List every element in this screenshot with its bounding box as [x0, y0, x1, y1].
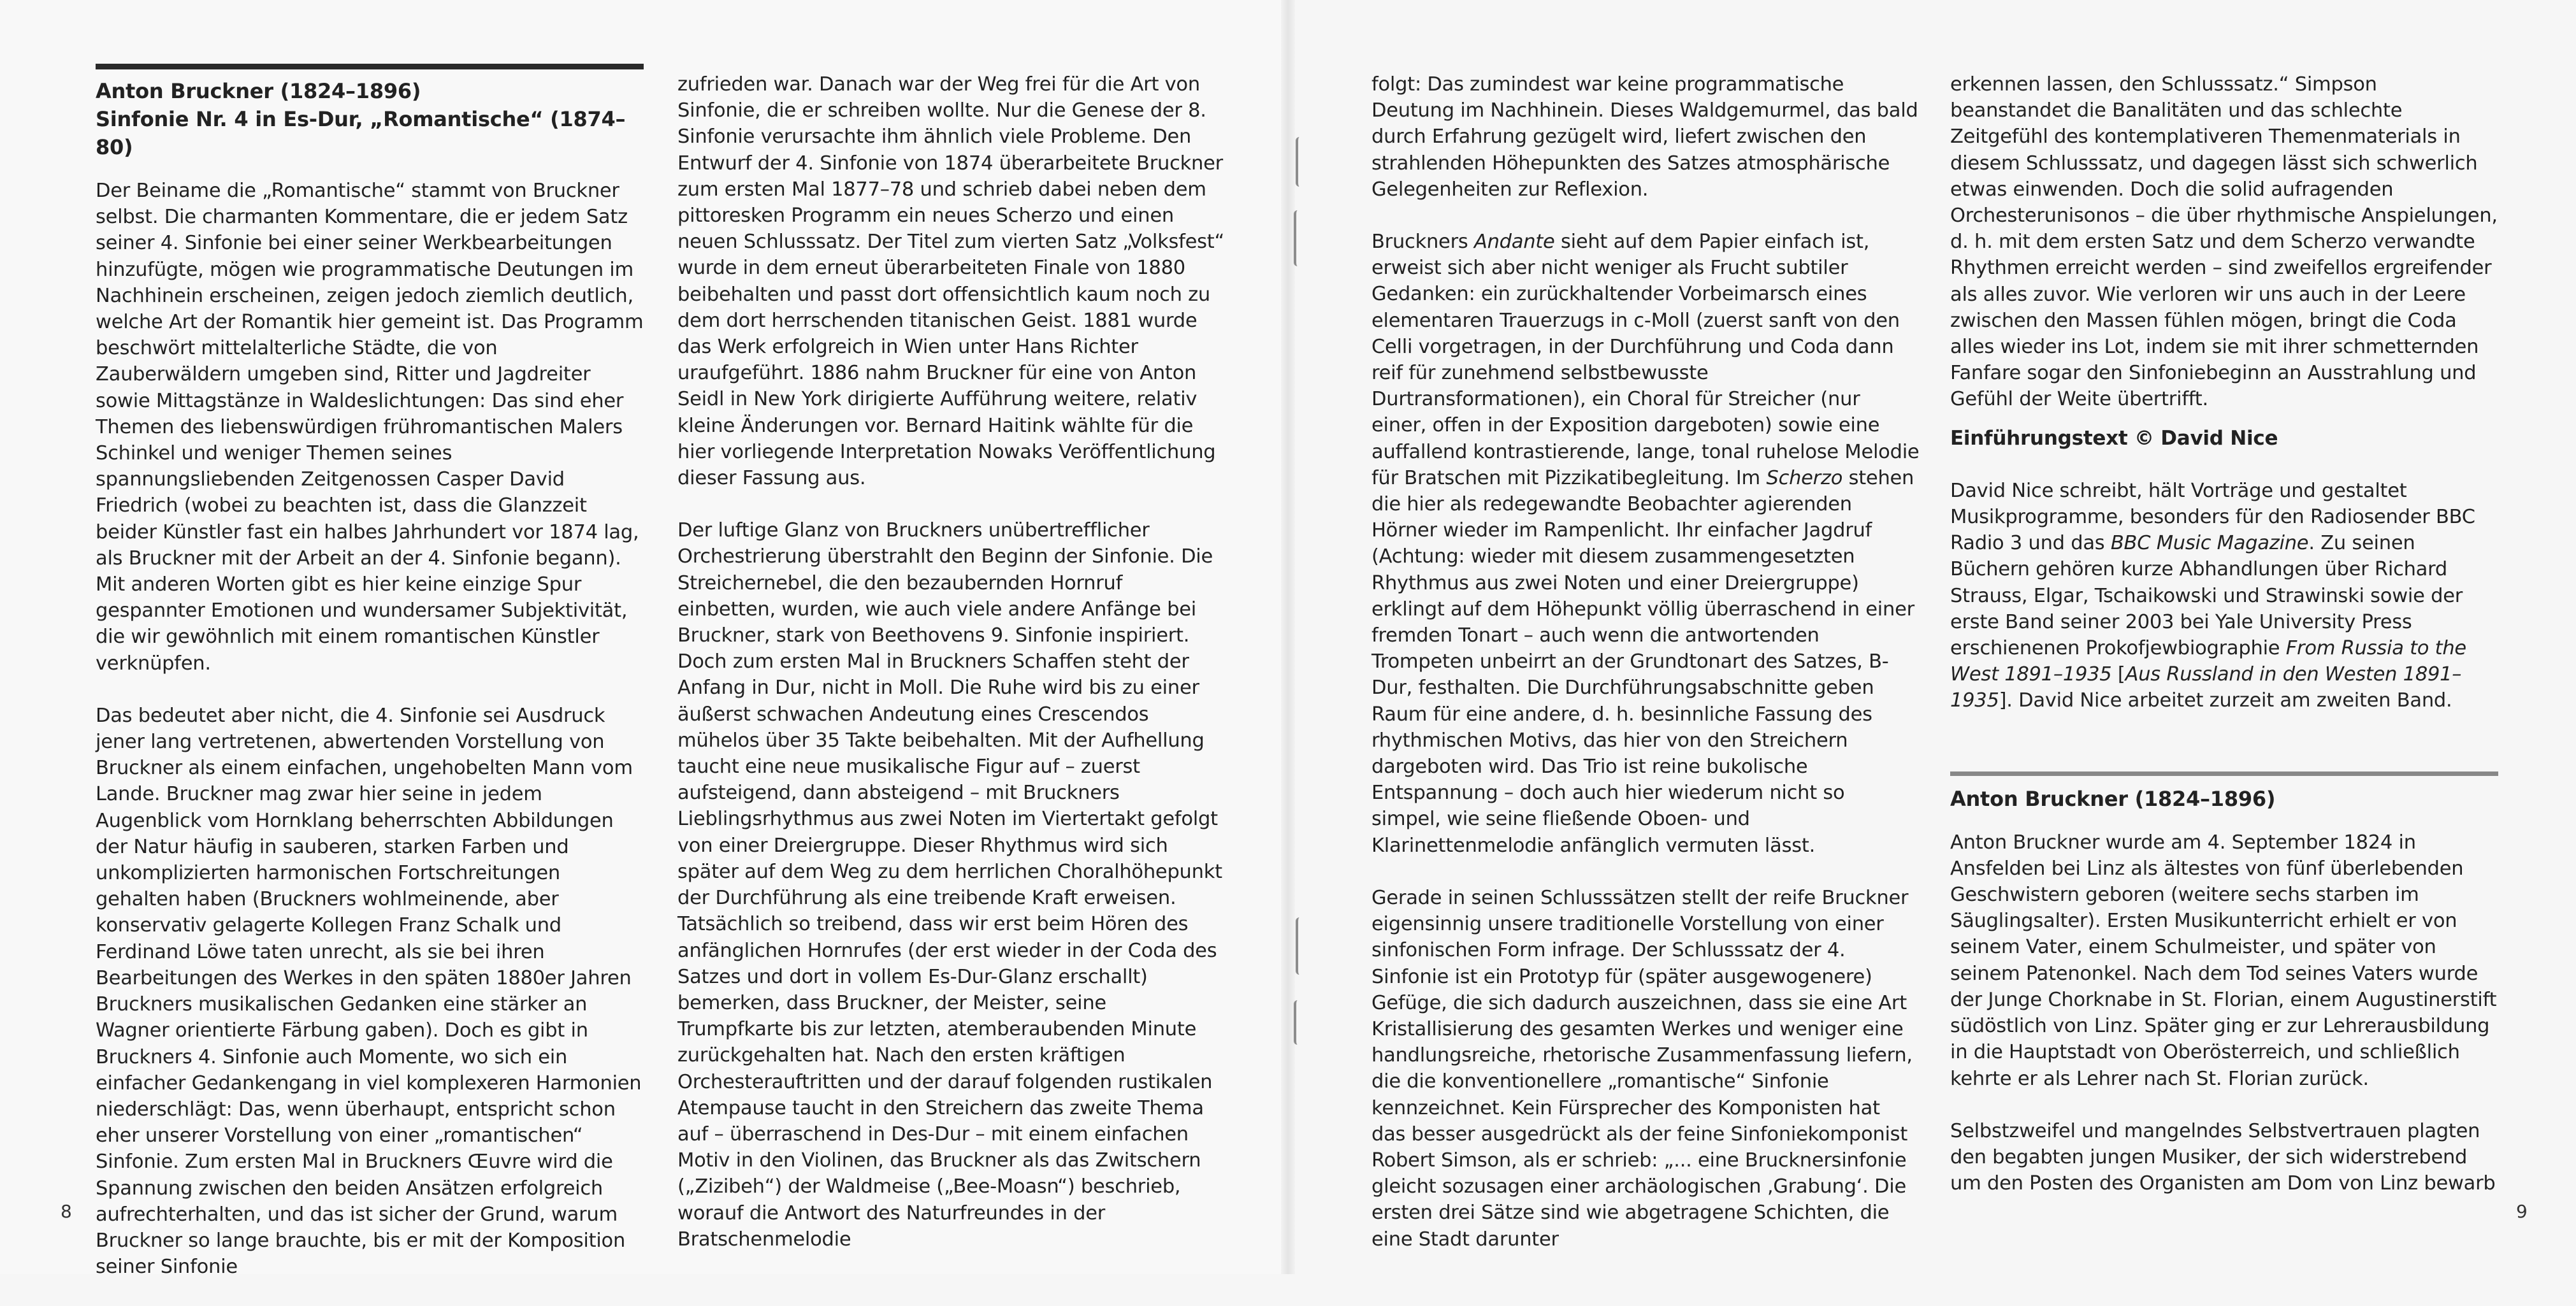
text-run: sieht auf dem Papier einfach ist, erweist sich aber nicht weniger als Frucht subtiler Gedanken: ein zurückhaltender Vorbeimarsch eines elementaren Trauerzugs in c-Moll (zuerst sanft von den Celli vorgetragen, in der Durchführung und Coda dann reif für zunehmend selbstbewusste Durtransformationen), ein Choral für Streicher (nur einer, offen in der Exposition dargeboten) sowie eine auffallend kontrastierende, lange, tonal ruhelose Melodie für Bratschen mit Pizzikatibegleitung. Im	[1371, 231, 1920, 489]
staple-top	[1296, 137, 1305, 187]
staple-top-lower	[1294, 210, 1303, 266]
heading-rule	[96, 64, 644, 69]
paragraph: zufrieden war. Danach war der Weg frei für die Art von Sinfonie, die er schreiben wollte. Nur die Genese der 8. Sinfonie verursachte ihm ähnlich viele Probleme. Den Entwurf der 4. Sinfonie von 1874 überarbeitete Bruckner zum ersten Mal 1877–78 und schrieb dabei neben dem pittoresken Programm ein neues Scherzo und einen neuen Schlusssatz. Der Titel zum vierten Satz „Volksfest“ wurde in dem erneut überarbeiteten Finale von 1880 beibehalten und passt dort offensichtlich kaum noch zu dem dort herrschenden titanischen Geist. 1881 wurde das Werk erfolgreich in Wien unter Hans Richter uraufgeführt. 1886 nahm Bruckner für eine von Anton Seidl in New York dirigierte Aufführung weitere, relativ kleine Änderungen vor. Bernard Haitink wählte für die hier vorliegende Interpretation Nowaks Veröffentlichung dieser Fassung aus.	[677, 73, 1225, 490]
article-title: Anton Bruckner (1824–1896)	[96, 79, 421, 103]
paragraph: Der luftige Glanz von Bruckners unübertrefflicher Orchestrierung überstrahlt den Beginn der Sinfonie. Die Streichernebel, die den bezaubernden Hornruf einbetten, wurden, wie auch viele andere Anfänge bei Bruckner, stark von Beethovens 9. Sinfonie inspiriert. Doch zum ersten Mal in Bruckners Schaffen steht der Anfang in Dur, nicht in Moll. Die Ruhe wird bis zu einer äußerst schwachen Andeutung eines Crescendos mühelos über 35 Takte beibehalten. Mit der Aufhellung taucht eine neue musikalische Figur auf – zuerst aufsteigend, dann absteigend – mit Bruckners Lieblingsrhythmus aus zwei Noten im Viertertakt gefolgt von einer Dreiergruppe. Dieser Rhythmus wird sich später auf dem Weg zu dem herrlichen Choralhöhepunkt der Durchführung als eine treibende Kraft erweisen. Tatsächlich so treibend, dass wir erst beim Hören des anfänglichen Hornrufes (der erst wieder in der Coda des Satzes und dort in vollem Es-Dur-Glanz erschallt) bemerken, dass Bruckner, der Meister, seine Trumpfkarte bis zur letzten, atemberaubenden Minute zurückgehalten hat. Nach den ersten kräftigen Orchesterauftritten und der darauf folgenden rustikalen Atempause taucht in den Streichern das zweite Thema auf – überraschend in Des-Dur – mit einem einfachen Motiv in den Violinen, das Bruckner als das Zwitschern („Zizibeh“) der Waldmeise („Bee-Moasn“) beschrieb, worauf die Antwort des Naturfreundes in der Bratschenmelodie	[677, 519, 1222, 1251]
text-run: . Zu seinen Büchern gehören kurze Abhandlungen über Richard Strauss, Elgar, Tschaikowski und Strawinski sowie der erste Band seiner 2003 bei Yale University Press erschienenen Prokofjewbiographie	[1950, 532, 2463, 660]
italic-title: From Russia to the West 1891–1935	[1950, 637, 2466, 686]
page-number-right: 9	[2516, 1201, 2528, 1222]
paragraph	[1371, 229, 1920, 859]
column-4	[1950, 71, 2498, 1223]
credit-heading: Einführungstext © David Nice	[1950, 426, 2278, 450]
paragraph: Der Beiname die „Romantische“ stammt von Bruckner selbst. Die charmanten Kommentare, die er jedem Satz seiner 4. Sinfonie bei einer seiner Werkbearbeitungen hinzufügte, mögen wie programmatische Deutungen im Nachhinein erscheinen, zeigen jedoch ziemlich deutlich, welche Art der Romantik hier gemeint ist. Das Programm beschwört mittelalterliche Städte, die von Zauberwäldern umgeben sind, Ritter und Jagdreiter sowie Mittagstänze in Waldeslichtungen: Das sind eher Themen des liebenswürdigen frühromantischen Malers Schinkel und weniger Themen seines spannungsliebenden Zeitgenossen Casper David Friedrich (wobei zu beachten ist, dass die Glanzzeit beider Künstler fast ein halbes Jahrhundert vor 1874 lag, als Bruckner mit der Arbeit an der 4. Sinfonie begann). Mit anderen Worten gibt es hier keine einzige Spur gespannter Emotionen und wundersamer Subjektivität, die wir gewöhnlich mit einem romantischen Künstler verknüpfen.	[96, 180, 644, 675]
paragraph: erkennen lassen, den Schlusssatz.“ Simpson beanstandet die Banalitäten und das schlechte Zeitgefühl des kontemplativeren Themenmaterials in diesem Schlusssatz, und dagegen lässt sich schwerlich etwas einwenden. Doch die solid aufragenden Orchesterunisonos – die über rhythmische Anspielungen, d. h. mit dem ersten Satz und dem Scherzo verwandte Rhythmen erreicht werden – sind zweifellos ergreifender als alles zuvor. Wie verloren wir uns auch in der Leere zwischen den Massen fühlen mögen, bringt die Coda alles wieder ins Lot, indem sie mit ihrer schmetternden Fanfare sogar den Sinfoniebeginn an Ausstrahlung und Gefühl der Weite übertrifft.	[1950, 73, 2498, 411]
text-run: [	[2111, 663, 2125, 686]
text-run: David Nice schreibt, hält Vorträge und gestaltet Musikprogramme, besonders für den Radiosender BBC Radio 3 und das	[1950, 479, 2475, 555]
column-2	[677, 71, 1226, 1279]
italic-term-scherzo: Scherzo	[1766, 466, 1843, 489]
paragraph: Das bedeutet aber nicht, die 4. Sinfonie sei Ausdruck jener lang vertretenen, abwertenden Vorstellung von Bruckner als einem einfachen, ungehobelten Mann vom Lande. Bruckner mag zwar hier seine in jedem Augenblick vom Hornklang beherrschten Abbildungen der Natur häufig in sauberen, starken Farben und unkomplizierten harmonischen Fortschreitungen gehalten haben (Bruckners wohlmeinende, aber konservativ gelagerte Kollegen Franz Schalk und Ferdinand Löwe taten unrecht, als sie bei ihren Bearbeitungen des Werkes in den späten 1880er Jahren Bruckners musikalischen Gedanken eine stärker an Wagner orientierte Färbung gaben). Doch es gibt in Bruckners 4. Sinfonie auch Momente, wo sich ein einfacher Gedankengang in viel komplexeren Harmonien niederschlägt: Das, wenn überhaupt, entspricht schon eher unserer Vorstellung von einer „romantischen“ Sinfonie. Zum ersten Mal in Bruckners Œuvre wird die Spannung zwischen den beiden Ansätzen erfolgreich aufrechterhalten, und das ist sicher der Grund, warum Bruckner so lange brauchte, bis er mit der Komposition seiner Sinfonie	[96, 704, 642, 1279]
text-run: ]. David Nice arbeitet zurzeit am zweiten Band.	[1999, 689, 2452, 712]
staple-bottom-lower	[1294, 1000, 1303, 1045]
credit-paragraph	[1950, 478, 2498, 714]
bio-heading: Anton Bruckner (1824–1896)	[1950, 786, 2276, 811]
paragraph: Gerade in seinen Schlusssätzen stellt der reife Bruckner eigensinnig unsere traditionelle Vorstellung von einer sinfonischen Form infrage. Der Schlusssatz der 4. Sinfonie ist ein Prototyp für (später ausgewogenere) Gefüge, die sich dadurch auszeichnen, dass sie eine Art Kristallisierung des gesamten Werkes und weniger eine handlungsreiche, rhetorische Zusammenfassung liefern, die die konventionellere „romantische“ Sinfonie kennzeichnet. Kein Fürsprecher des Komponisten hat das besser ausgedrückt als der feine Sinfoniekomponist Robert Simson, als er schrieb: „... eine Brucknersinfonie gleicht sozusagen einer archäologischen ‚Grabung‘. Die ersten drei Sätze sind wie abgetragene Schichten, die eine Stadt darunter	[1371, 886, 1913, 1251]
section-rule	[1950, 771, 2498, 776]
paragraph: folgt: Das zumindest war keine programmatische Deutung im Nachhinein. Dieses Waldgemurmel, das bald durch Erfahrung gezügelt wird, liefert zwischen den strahlenden Höhepunkten des Satzes atmosphärische Gelegenheiten zur Reflexion.	[1371, 73, 1918, 201]
paragraph: Anton Bruckner wurde am 4. September 1824 in Ansfelden bei Linz als ältestes von fünf überlebenden Geschwistern geboren (weitere sechs starben im Säuglingsalter). Ersten Musikunterricht erhielt er von seinem Vater, einem Schulmeister, und später von seinem Patenonkel. Nach dem Tod seines Vaters wurde der Junge Chorknabe in St. Florian, einem Augustinerstift südöstlich von Linz. Später ging er zur Lehrerausbildung in die Hauptstadt von Oberösterreich, und schließlich kehrte er als Lehrer nach St. Florian zurück.	[1950, 831, 2497, 1090]
text-run: Bruckners	[1371, 231, 1474, 254]
text-run: stehen die hier als redegewandte Beobachter agierenden Hörner wieder im Rampenlicht. Ihr einfacher Jagdruf (Achtung: wieder mit diesem zusammengesetzten Rhythmus aus zwei Noten und einer Dreiergruppe) erklingt auf dem Höhepunkt völlig überraschend in einer fremden Tonart – auch wenn die antwortenden Trompeten unbeirrt an der Grundtonart des Satzes, B-Dur, festhalten. Die Durchführungsabschnitte geben Raum für eine andere, d. h. besinnliche Fassung des rhythmischen Motivs, das hier von den Streichern dargeboten wird. Das Trio ist reine bukolische Entspannung – doch auch hier wiederum nicht so simpel, wie seine fließende Oboen- und Klarinettenmelodie anfänglich vermuten lässt.	[1371, 466, 1914, 857]
spine-gutter	[1281, 0, 1295, 1274]
article-subtitle: Sinfonie Nr. 4 in Es-Dur, „Romantische“ (1874–80)	[96, 107, 626, 159]
italic-title: Aus Russland in den Westen 1891–1935	[1950, 663, 2462, 712]
paragraph: Selbstzweifel und mangelndes Selbstvertrauen plagten den begabten jungen Musiker, der sich widerstrebend um den Posten des Organisten am Dom von Linz bewarb	[1950, 1119, 2496, 1195]
staple-bottom	[1296, 917, 1305, 975]
italic-title: BBC Music Magazine	[2110, 532, 2309, 555]
italic-term-andante: Andante	[1473, 231, 1555, 254]
column-1	[96, 64, 644, 1306]
page-number-left: 8	[61, 1201, 72, 1222]
column-3	[1371, 71, 1920, 1279]
